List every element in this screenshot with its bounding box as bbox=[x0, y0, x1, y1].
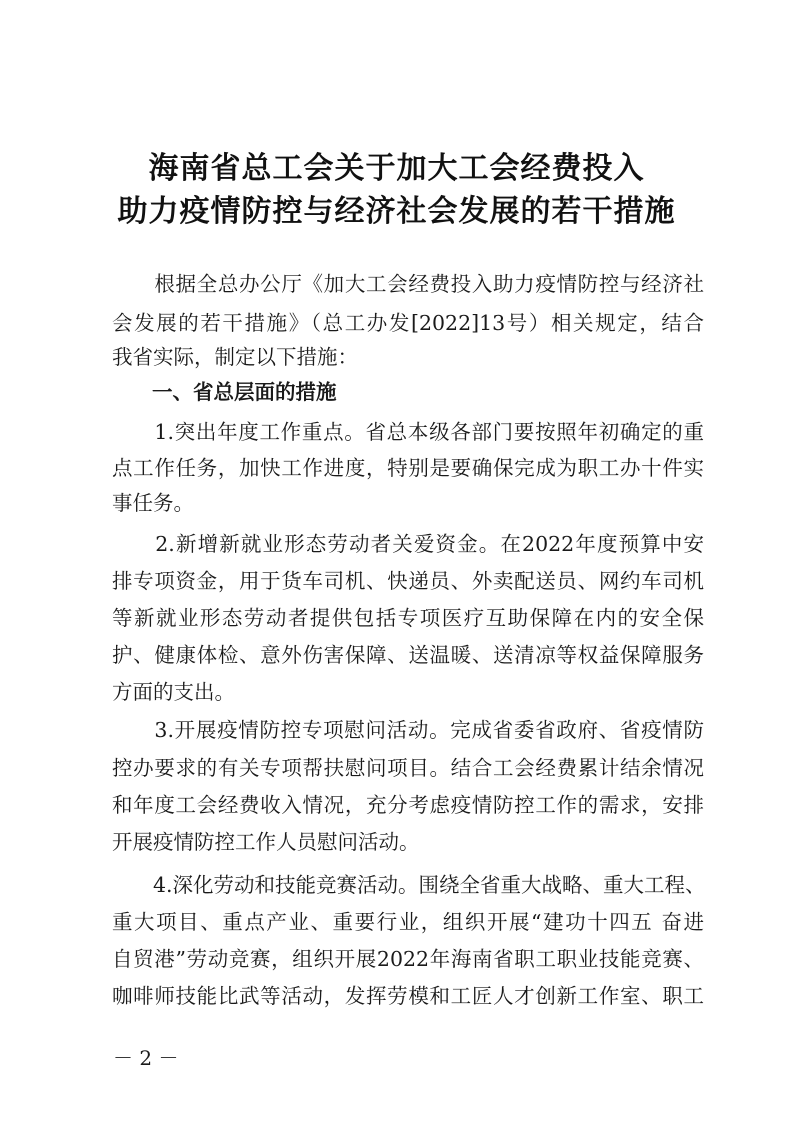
intro-line: 我省实际，制定以下措施： bbox=[112, 345, 358, 369]
intro-line: 会发展的若干措施》（总工办发[2022]13号）相关规定，结合 bbox=[112, 311, 704, 335]
item3-line: 3.开展疫情防控专项慰问活动。完成省委省政府、省疫情防 bbox=[112, 718, 704, 742]
item2-line: 2.新增新就业形态劳动者关爱资金。在2022年度预算中安 bbox=[112, 532, 704, 556]
item4-line: 4.深化劳动和技能竞赛活动。围绕全省重大战略、重大工程、 bbox=[112, 873, 706, 897]
item4-line: 自贸港”劳动竞赛，组织开展2022年海南省职工职业技能竞赛、 bbox=[112, 947, 704, 971]
item3-line: 控办要求的有关专项帮扶慰问项目。结合工会经费累计结余情况 bbox=[112, 756, 704, 780]
item2-line: 方面的支出。 bbox=[112, 680, 235, 704]
item3-line: 开展疫情防控工作人员慰问活动。 bbox=[112, 830, 420, 854]
item3-line: 和年度工会经费收入情况，充分考虑疫情防控工作的需求，安排 bbox=[112, 793, 704, 817]
item1-line: 1.突出年度工作重点。省总本级各部门要按照年初确定的重 bbox=[112, 420, 704, 444]
page-number: － 2 － bbox=[113, 1046, 179, 1070]
item1-line: 事任务。 bbox=[112, 491, 194, 515]
document-title-line-2: 助力疫情防控与经济社会发展的若干措施 bbox=[117, 194, 676, 229]
document-title-line-1: 海南省总工会关于加大工会经费投入 bbox=[148, 151, 645, 186]
intro-line: 根据全总办公厅《加大工会经费投入助力疫情防控与经济社 bbox=[112, 272, 704, 296]
item2-line: 护、健康体检、意外伤害保障、送温暖、送清凉等权益保障服务 bbox=[112, 643, 704, 667]
item4-line: 咖啡师技能比武等活动，发挥劳模和工匠人才创新工作室、职工 bbox=[112, 984, 704, 1008]
item4-line: 重大项目、重点产业、重要行业，组织开展“建功十四五 奋进 bbox=[112, 910, 704, 934]
item1-line: 点工作任务，加快工作进度，特别是要确保完成为职工办十件实 bbox=[112, 456, 704, 480]
item2-line: 等新就业形态劳动者提供包括专项医疗互助保障在内的安全保 bbox=[112, 606, 704, 630]
section-heading: 一、省总层面的措施 bbox=[152, 380, 337, 404]
item2-line: 排专项资金，用于货车司机、快递员、外卖配送员、网约车司机 bbox=[112, 569, 704, 593]
